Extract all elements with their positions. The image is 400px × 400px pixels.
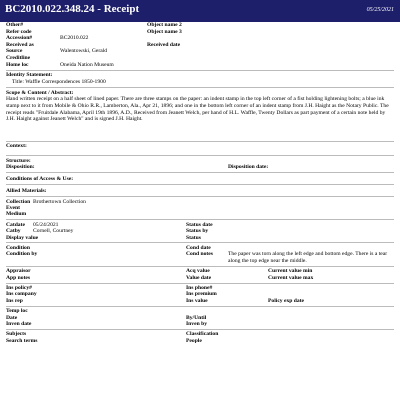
divider <box>6 266 394 267</box>
catdate-value: 05/24/2021 <box>33 221 59 228</box>
record-title: BC2010.022.348.24 - Receipt <box>5 3 140 15</box>
search-terms-label: Search terms <box>6 337 38 344</box>
divider <box>6 242 394 243</box>
creditline-label: Creditline <box>6 54 31 61</box>
display-value-label: Display value <box>6 234 39 241</box>
divider <box>6 306 394 307</box>
received-as-label: Received as <box>6 41 34 48</box>
people-label: People <box>186 337 202 344</box>
condition-label: Condition <box>6 244 30 251</box>
ins-value-label: Ins value <box>186 297 208 304</box>
context-label: Context: <box>6 143 27 150</box>
current-value-min-label: Current value min <box>268 268 313 275</box>
refer-code-label: Refer code <box>6 28 32 35</box>
cond-date-label: Cond date <box>186 244 211 251</box>
cond-notes-label: Cond notes <box>186 251 213 258</box>
status-date-label: Status date <box>186 221 213 228</box>
disposition-date-label: Disposition date: <box>228 164 269 171</box>
event-label: Event <box>6 204 20 211</box>
app-notes-label: App notes <box>6 274 31 281</box>
divider <box>6 172 394 173</box>
divider <box>6 141 394 142</box>
record-body <box>0 22 400 344</box>
status-by-label: Status by <box>186 228 209 235</box>
conditions-access-label: Conditions of Access & Use: <box>6 175 74 182</box>
ins-phone-label: Ins phone# <box>186 285 213 292</box>
ins-rep-label: Ins rep <box>6 297 23 304</box>
temp-loc-label: Temp loc <box>6 308 28 315</box>
divider <box>6 219 394 220</box>
source-label: Source <box>6 48 23 55</box>
inven-by-label: Inven by <box>186 321 207 328</box>
inven-date-label: Inven date <box>6 321 32 328</box>
medium-label: Medium <box>6 211 27 218</box>
collection-label: Collection <box>6 198 31 205</box>
by-until-label: By/Until <box>186 314 207 321</box>
divider <box>6 283 394 284</box>
appraisor-label: Appraisor <box>6 268 31 275</box>
source-value: Walentowski, Gerald <box>60 48 108 55</box>
scope-heading: Scope & Content / Abstract: <box>6 89 74 96</box>
allied-materials-label: Allied Materials: <box>6 187 47 194</box>
disposition-label: Disposition: <box>6 164 35 171</box>
condition-by-label: Condition by <box>6 251 38 258</box>
home-loc-value: Oneida Nation Museum <box>60 61 114 68</box>
ins-company-label: Ins company <box>6 291 37 298</box>
catdate-label: Catdate <box>6 221 25 228</box>
divider <box>6 87 394 88</box>
object-name3-label: Object name 3 <box>147 28 182 35</box>
ins-policy-label: Ins policy# <box>6 285 32 292</box>
received-date-label: Received date <box>147 41 181 48</box>
divider <box>6 196 394 197</box>
catby-value: Cornell, Courtney <box>33 228 74 235</box>
catby-label: Catby <box>6 228 21 235</box>
subjects-label: Subjects <box>6 331 27 338</box>
record-header <box>0 0 400 22</box>
home-loc-label: Home loc <box>6 61 29 68</box>
other-label: Other# <box>6 22 24 28</box>
divider <box>6 184 394 185</box>
identity-heading: Identity Statement: <box>6 72 53 79</box>
accession-label: Accession# <box>6 35 33 42</box>
cond-notes-value: The paper was torn along the left edge and bottom edge. There is a tear along the top edge near the middle. <box>228 251 388 264</box>
divider <box>6 329 394 330</box>
classification-label: Classification <box>186 331 219 338</box>
acq-value-label: Acq value <box>186 268 210 275</box>
divider <box>6 155 394 156</box>
current-value-max-label: Current value max <box>268 274 314 281</box>
identity-text: Title: Waffle Correspondences 1850-1900 <box>12 78 106 85</box>
collection-value: Brothertown Collection <box>33 198 86 205</box>
report-date: 05/25/2021 <box>366 7 394 13</box>
scope-text: Hand written receipt on a half sheet of lined paper. There are three stamps on the paper: an indent stamp in the top left corner of a fist holding lightening bolts; a blue ink stamp next to it from Mobile & Ohio R.R., Lamberton, Ala., Apr 21, 1896; and one in the bottom left corner of an indent stamp from J.H. Haight as the Notary Public. The receipt reads "Fruitdale Alabama, April 19th 1896, A.D., Received from Jeanett Welch, per hand of H.L. Waffle, Twenty Dollars as part payment of a certain note held by J.H. Haight against Jeanett Welch" and is signed J.H. Haight. <box>6 96 389 123</box>
status-label: Status <box>186 234 201 241</box>
divider <box>6 70 394 71</box>
value-date-label: Value date <box>186 274 212 281</box>
ins-premium-label: Ins premium <box>186 291 217 298</box>
policy-exp-date-label: Policy exp date <box>268 297 305 304</box>
date-label: Date <box>6 314 18 321</box>
object-name2-label: Object name 2 <box>147 22 182 28</box>
accession-value: BC2010.022 <box>60 35 89 42</box>
structure-label: Structure: <box>6 157 31 164</box>
